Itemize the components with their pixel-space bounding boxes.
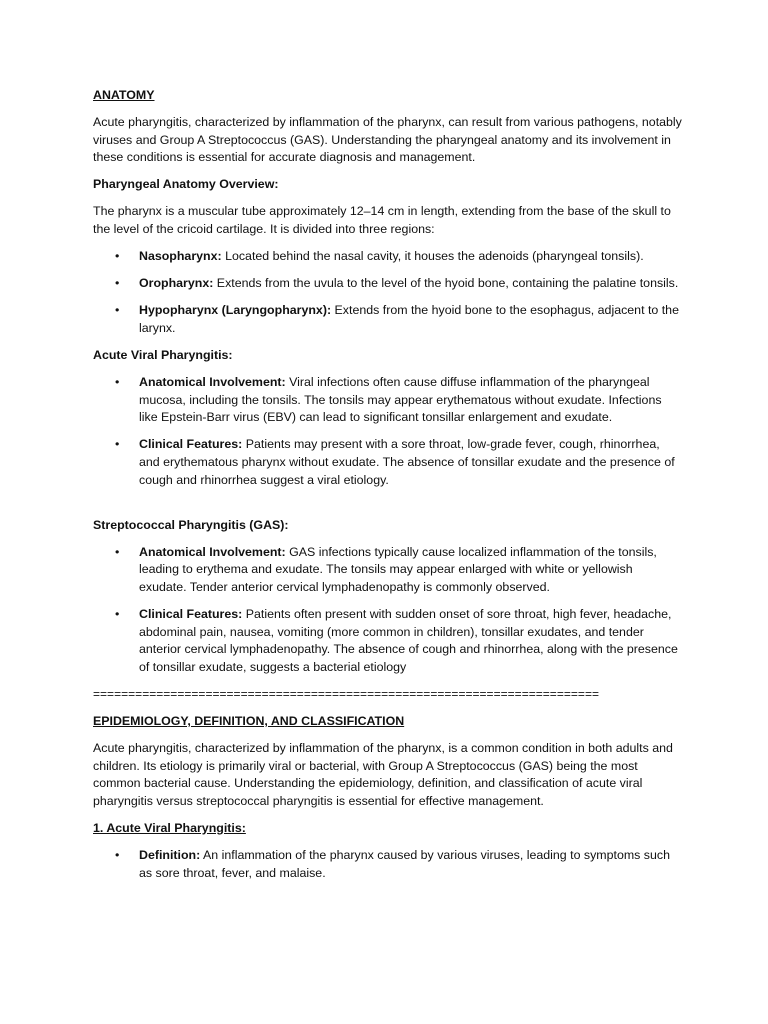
document-body — [93, 87, 683, 892]
list-item-text: Patients often present with sudden onset of sore throat, high fever, headache, abdominal pain, nausea, vomiting (more common in children), tonsillar exudates, and tender anterior cervical lymphadenopathy. The absence of cough and rhinorrhea, along with the presence of tonsillar exudate, suggests a bacterial etiology — [139, 607, 678, 674]
viral-list — [93, 374, 683, 489]
divider-line: ======================================================================== — [93, 686, 600, 701]
epi-viral-list — [93, 847, 683, 882]
overview-text: The pharynx is a muscular tube approximately 12–14 cm in length, extending from the base of the skull to the level of the cricoid cartilage. It is divided into three regions: — [93, 204, 671, 237]
list-item-term: Oropharynx: — [139, 276, 214, 291]
list-item-term: Anatomical Involvement: — [139, 375, 286, 390]
list-item-term: Definition: — [139, 848, 201, 863]
strep-list — [93, 544, 683, 677]
list-item-text: Extends from the hyoid bone to the esophagus, adjacent to the larynx. — [139, 303, 679, 335]
epidemiology-intro: Acute pharyngitis, characterized by inflammation of the pharynx, is a common condition in both adults and children. Its etiology is primarily viral or bacterial, with Group A Streptococcus (GAS) being the most common bacterial cause. Understanding the epidemiology, definition, and classification of acute viral pharyngitis versus streptococcal pharyngitis is essential for effective management. — [93, 741, 673, 808]
list-item-term: Anatomical Involvement: — [139, 544, 286, 559]
viral-heading: Acute Viral Pharyngitis: — [93, 348, 233, 363]
section-title-epidemiology: EPIDEMIOLOGY, DEFINITION, AND CLASSIFICATION — [93, 714, 405, 729]
list-item — [139, 302, 683, 337]
list-item — [139, 606, 683, 676]
list-item — [139, 248, 683, 266]
strep-heading: Streptococcal Pharyngitis (GAS): — [93, 517, 289, 532]
list-item-text: Located behind the nasal cavity, it houses the adenoids (pharyngeal tonsils). — [221, 249, 644, 264]
list-item-term: Nasopharynx: — [139, 249, 222, 264]
list-item — [139, 275, 683, 293]
list-item — [139, 374, 683, 427]
spacer — [93, 499, 683, 517]
overview-heading: Pharyngeal Anatomy Overview: — [93, 177, 279, 192]
list-item — [139, 544, 683, 597]
list-item-text: Extends from the uvula to the level of the hyoid bone, containing the palatine tonsils. — [213, 276, 679, 291]
list-item-term: Hypopharynx (Laryngopharynx): — [139, 303, 332, 318]
list-item-text: GAS infections typically cause localized inflammation of the tonsils, leading to erythema and exudate. The tonsils may appear enlarged with white or yellowish exudate. Tender anterior cervical lymphadenopathy is commonly observed. — [139, 544, 657, 594]
anatomy-intro: Acute pharyngitis, characterized by inflammation of the pharynx, can result from various pathogens, notably viruses and Group A Streptococcus (GAS). Understanding the pharyngeal anatomy and its involvement in these conditions is essential for accurate diagnosis and management. — [93, 115, 682, 165]
list-item-text: Patients may present with a sore throat, low-grade fever, cough, rhinorrhea, and erythematous pharynx without exudate. The absence of tonsillar exudate and the presence of cough and rhinorrhea suggest a viral etiology. — [139, 437, 675, 487]
regions-list — [93, 248, 683, 337]
list-item-term: Clinical Features: — [139, 437, 243, 452]
list-item-text: Viral infections often cause diffuse inflammation of the pharyngeal mucosa, including the tonsils. The tonsils may appear erythematous without exudate. Infections like Epstein-Barr virus (EBV) can lead to significant tonsillar enlargement and exudate. — [139, 375, 662, 425]
list-item-term: Clinical Features: — [139, 607, 243, 622]
list-item — [139, 847, 683, 882]
list-item-text: An inflammation of the pharynx caused by various viruses, leading to symptoms such as sore throat, fever, and malaise. — [139, 848, 670, 880]
section-title-anatomy: ANATOMY — [93, 88, 155, 102]
list-item — [139, 436, 683, 489]
epi-viral-heading: 1. Acute Viral Pharyngitis: — [93, 821, 246, 835]
